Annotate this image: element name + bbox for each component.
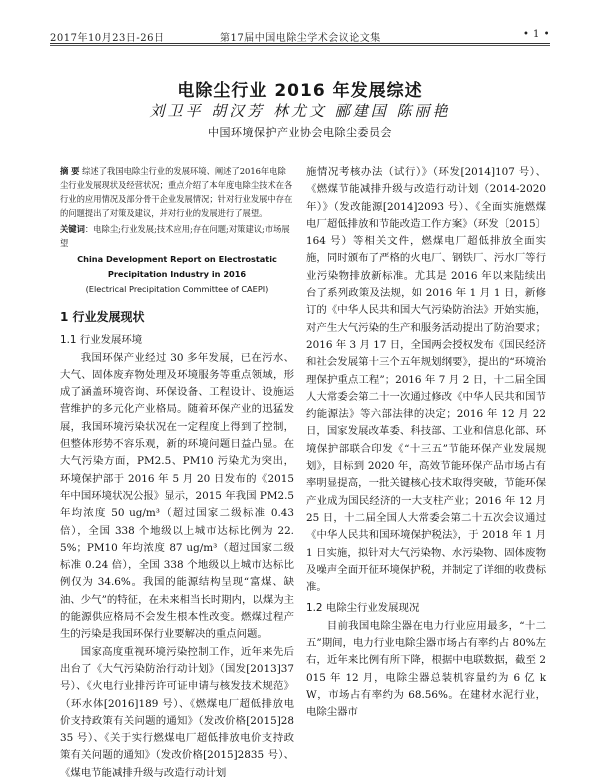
- english-title-line1: China Development Report on Electrostatic: [77, 254, 277, 264]
- english-title-block: [60, 252, 294, 297]
- header-rule: [50, 43, 550, 44]
- header-proceedings: 第17届中国电除尘学术会议论文集: [220, 33, 381, 44]
- abstract-text: 综述了我国电除尘行业的发展环境、阐述了2016年电除尘行业发展现状及经营状况；重点介绍了本年度电除尘技术在各行业的应用情况及部分骨干企业发展情况；针对行业发展中存在的问题提出了对策及建议，并对行业的发展进行了展望。: [60, 166, 293, 218]
- paragraph: 国家高度重视环境污染控制工作，近年来先后出台了《大气污染防治行动计划》（国发[2013]37 号）、《火电行业排污许可证申请与核发技术规范》（环水体[2016]189 号）、《燃煤电厂超低排放电价支持政策有关问题的通知》（发改价格[2015]2835 号）、《关于实行燃煤电厂超低排放电价支持政策有关问题的通知》（发改价格[2015]2835 号）、《煤电节能减排升级与改造行动计划: [60, 645, 294, 779]
- paragraph: 我国环保产业经过 30 多年发展，已在污水、大气、固体废弃物处理及环境服务等重点领域，形成了涵盖环境咨询、环保设备、工程设计、设施运营维护的多元化产业格局。随着环保产业的迅猛发展，我国环境污染状况在一定程度上得到了控制，但整体形势不容乐观，新的环境问题日益凸显。在大气污染方面，PM2.5、PM10 污染尤为突出，环境保护部于 2016 年 5 月 20 日发布的《2015 年中国环境状况公报》显示，2015 年我国 PM2.5 年均浓度 50 ug/m³（超过国家二级标准 0.43 倍），全国 338 个地级以上城市达标比例为 22.5%；PM10 年均浓度 87 ug/m³（超过国家二级标准 0.24 倍），全国 338 个地级以上城市达标比例仅为 34.6%。我国的能源结构呈现“富煤、缺油、少气”的特征，在未来相当长时期内，以煤为主的能源供应格局不会发生根本性改变。燃煤过程产生的污染是我国环保行业要解决的重点问题。: [60, 351, 294, 641]
- abstract: [60, 164, 294, 220]
- abstract-label: 摘 要: [60, 166, 80, 176]
- keywords: 关键词：电除尘;行业发展;技术应用;存在问题;对策建议;市场展望: [60, 224, 290, 248]
- keywords-text: 电除尘;行业发展;技术应用;存在问题;对策建议;市场展望: [60, 224, 290, 248]
- header-page-number: • 1 •: [522, 29, 550, 40]
- keywords-label: 关键词: [60, 224, 85, 234]
- left-column: [60, 164, 294, 782]
- authors: 刘卫平 胡汉芳 林尤文 郦建国 陈丽艳: [149, 102, 451, 120]
- section-heading: 1 行业发展现状: [60, 310, 145, 324]
- subsection-heading: 1.1 行业发展环境: [60, 334, 143, 347]
- organization: 中国环境保护产业协会电除尘委员会: [208, 126, 392, 139]
- running-header: [50, 26, 550, 44]
- english-org: (Electrical Precipitation Committee of CAEPI): [85, 284, 269, 294]
- english-title-line2: Precipitation Industry in 2016: [107, 269, 247, 279]
- paragraph: 施情况考核办法（试行）》（环发[2014]107 号）、《燃煤节能减排升级与改造行动计划（2014-2020 年）》（发改能源[2014]2093 号）、《全面实施燃煤电厂超低排放和节能改造工作方案》（环发〔2015〕164 号）等相关文件，燃煤电厂超低排放全面实施，同时颁布了严格的火电厂、钢铁厂、污水厂等行业污染物排放新标准。尤其是 2016 年以来陆续出台了系列政策及法规，如 2016 年 1 月 1 日，新修订的《中华人民共和国大气污染防治法》开始实施，对产生大气污染的生产和服务活动提出了防治要求；2016 年 3 月 17 日，全国两会授权发布《国民经济和社会发展第十三个五年规划纲要》，提出的“环境治理保护重点工程”；2016 年 7 月 2 日，十二届全国人大常委会第二十一次通过修改《中华人民共和国节约能源法》等六部法律的决定；2016 年 12 月 22 日，国家发展改革委、科技部、工业和信息化部、环境保护部联合印发《“十三五”节能环保产业发展规划》，目标到 2020 年，高效节能环保产品市场占有率明显提高，一批关键核心技术取得突破，节能环保产业成为国民经济的一大支柱产业；2016 年 12 月 25 日，十二届全国人大常委会第二十五次会议通过《中华人民共和国环境保护税法》，于 2018 年 1 月 1 日实施，拟针对大气污染物、水污染物、固体废物及噪声全面开征环境保护税，并制定了详细的收费标准。: [306, 166, 546, 594]
- header-rule-thin: [50, 45, 550, 46]
- paragraph: 目前我国电除尘器在电力行业应用最多，“十二五”期间，电力行业电除尘器市场占有率约占 80%左右，近年来比例有所下降，根据中电联数据，截至 2015 年 12 月，电除尘器总装机容量约为 6 亿 kW，市场占有率约为 68.56%。在建材水泥行业，电除尘器市: [306, 619, 546, 719]
- right-column: [306, 164, 546, 722]
- header-date: 2017年10月23日-26日: [50, 33, 165, 44]
- subsection-heading: 1.2 电除尘行业发展现况: [306, 602, 420, 615]
- paper-title: 电除尘行业 2016 年发展综述: [177, 81, 423, 101]
